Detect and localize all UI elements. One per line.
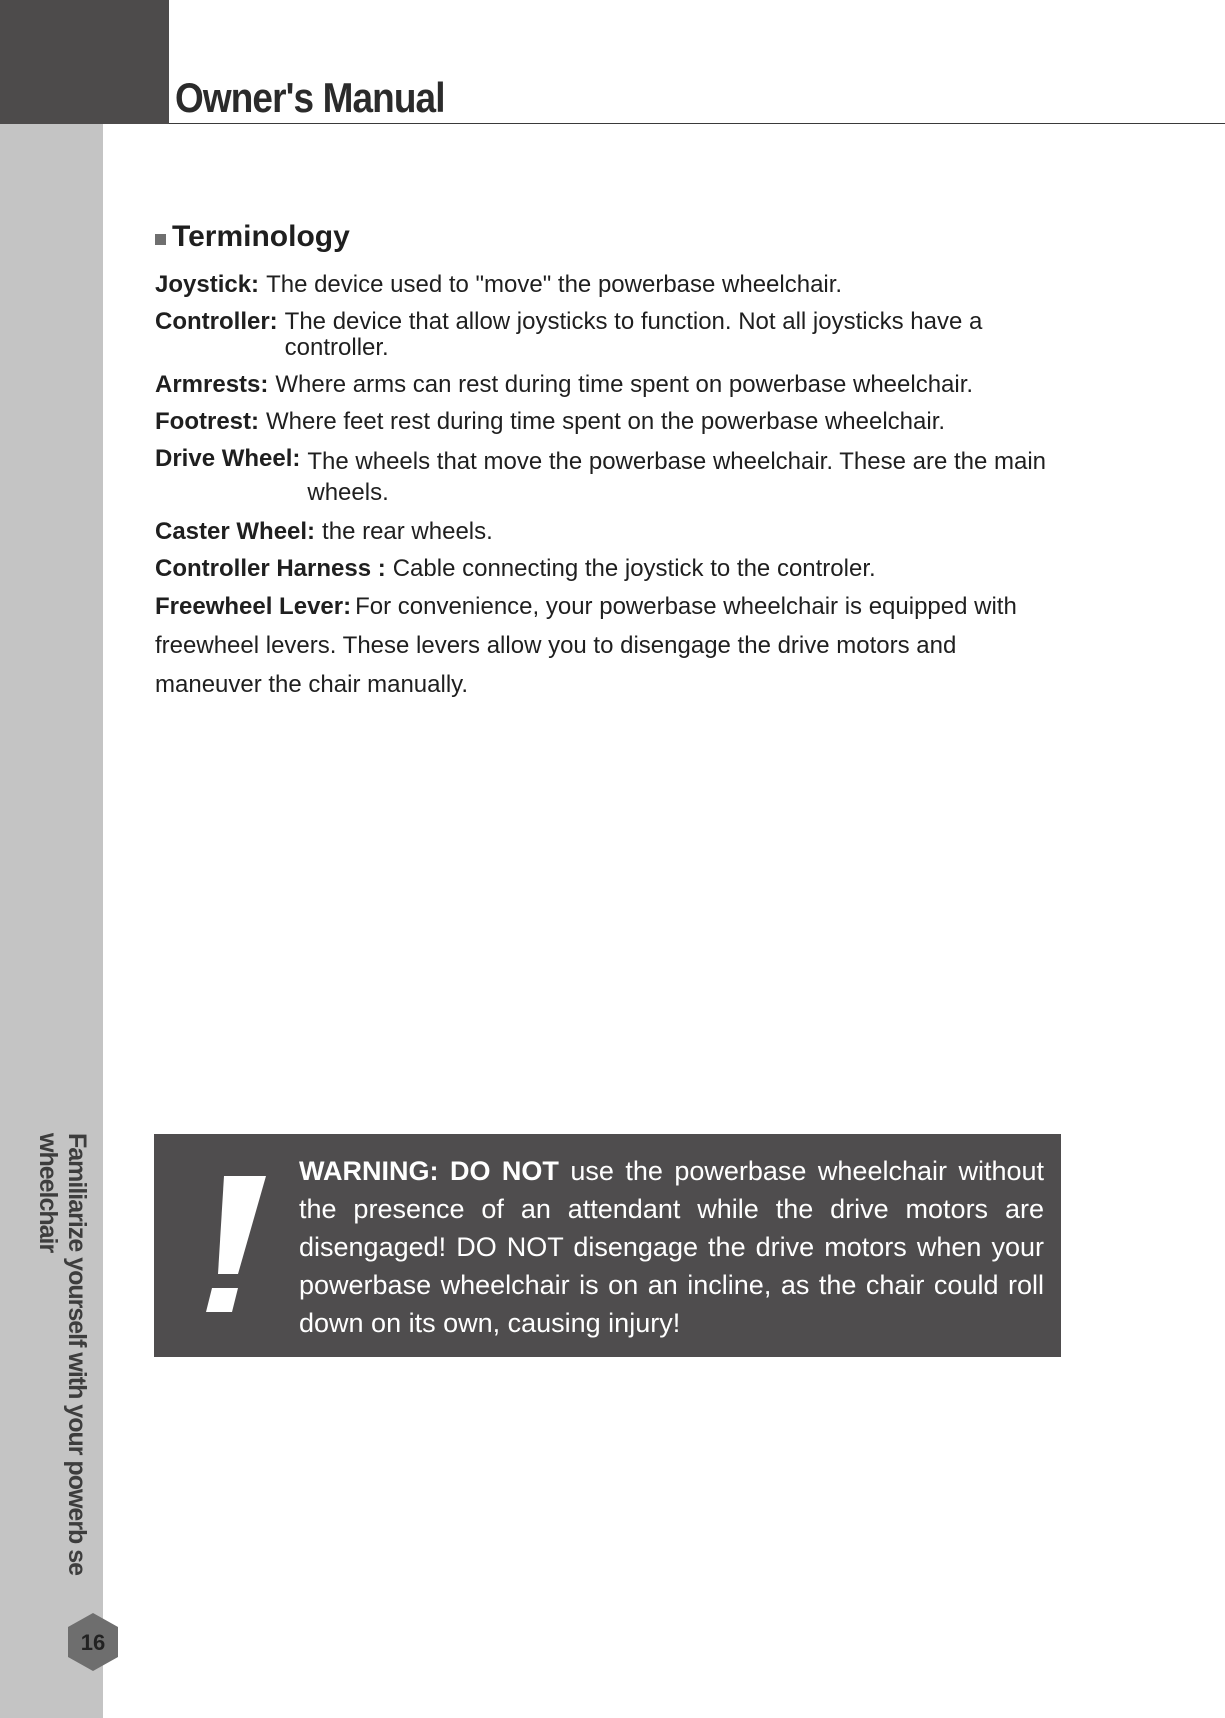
main-content xyxy=(155,220,1061,715)
section-heading-text: Terminology xyxy=(172,220,350,253)
warning-lead: WARNING: DO NOT xyxy=(299,1156,559,1186)
page-title: Owner's Manual xyxy=(175,74,445,121)
term-joystick xyxy=(155,272,1061,298)
term-name: Freewheel Lever: xyxy=(155,593,352,620)
page-number: 16 xyxy=(80,1630,106,1655)
term-controller xyxy=(155,309,1061,361)
square-bullet-icon xyxy=(155,234,166,245)
term-name: Controller: xyxy=(155,308,278,335)
term-name: Drive Wheel: xyxy=(155,445,301,472)
term-name: Joystick: xyxy=(155,271,260,298)
section-heading xyxy=(155,220,1061,254)
header-block xyxy=(0,0,169,124)
term-name: Controller Harness : xyxy=(155,555,386,582)
term-name: Footrest: xyxy=(155,408,259,435)
term-definition: For convenience, your powerbase wheelchair is equipped with freewheel levers. These levers allow you to disengage the drive motors and maneuver the chair manually. xyxy=(155,593,1017,698)
term-controller-harness xyxy=(155,556,1061,582)
term-footrest xyxy=(155,409,1061,435)
term-definition: Where feet rest during time spent on the powerbase wheelchair. xyxy=(266,408,946,435)
header-rule xyxy=(169,123,1225,124)
exclamation-icon xyxy=(198,1176,268,1316)
term-definition: the rear wheels. xyxy=(322,518,493,545)
term-definition: The device that allow joysticks to function. Not all joysticks have a controller. xyxy=(284,308,983,361)
sidebar-section-label: Familiarize yourself with your powerb se wheelchair xyxy=(34,1133,91,1576)
term-name: Caster Wheel: xyxy=(155,518,316,545)
term-armrests xyxy=(155,372,1061,398)
page-number-badge xyxy=(66,1612,120,1672)
warning-text xyxy=(299,1152,1044,1342)
term-definition: The wheels that move the powerbase wheelchair. These are the main wheels. xyxy=(307,448,1047,506)
term-drive-wheel xyxy=(155,446,1061,508)
warning-body: use the powerbase wheelchair without the presence of an attendant while the drive motors are disengaged! DO NOT disengage the drive motors when your powerbase wheelchair is on an incline, as the chair could roll down on its own, causing injury! xyxy=(299,1156,1044,1338)
term-definition: The device used to "move" the powerbase wheelchair. xyxy=(266,271,843,298)
term-definition: Where arms can rest during time spent on powerbase wheelchair. xyxy=(275,371,974,398)
term-freewheel-lever xyxy=(155,587,1061,704)
warning-box xyxy=(154,1134,1061,1357)
term-caster-wheel xyxy=(155,519,1061,545)
term-name: Armrests: xyxy=(155,371,269,398)
term-definition: Cable connecting the joystick to the controler. xyxy=(392,555,876,582)
